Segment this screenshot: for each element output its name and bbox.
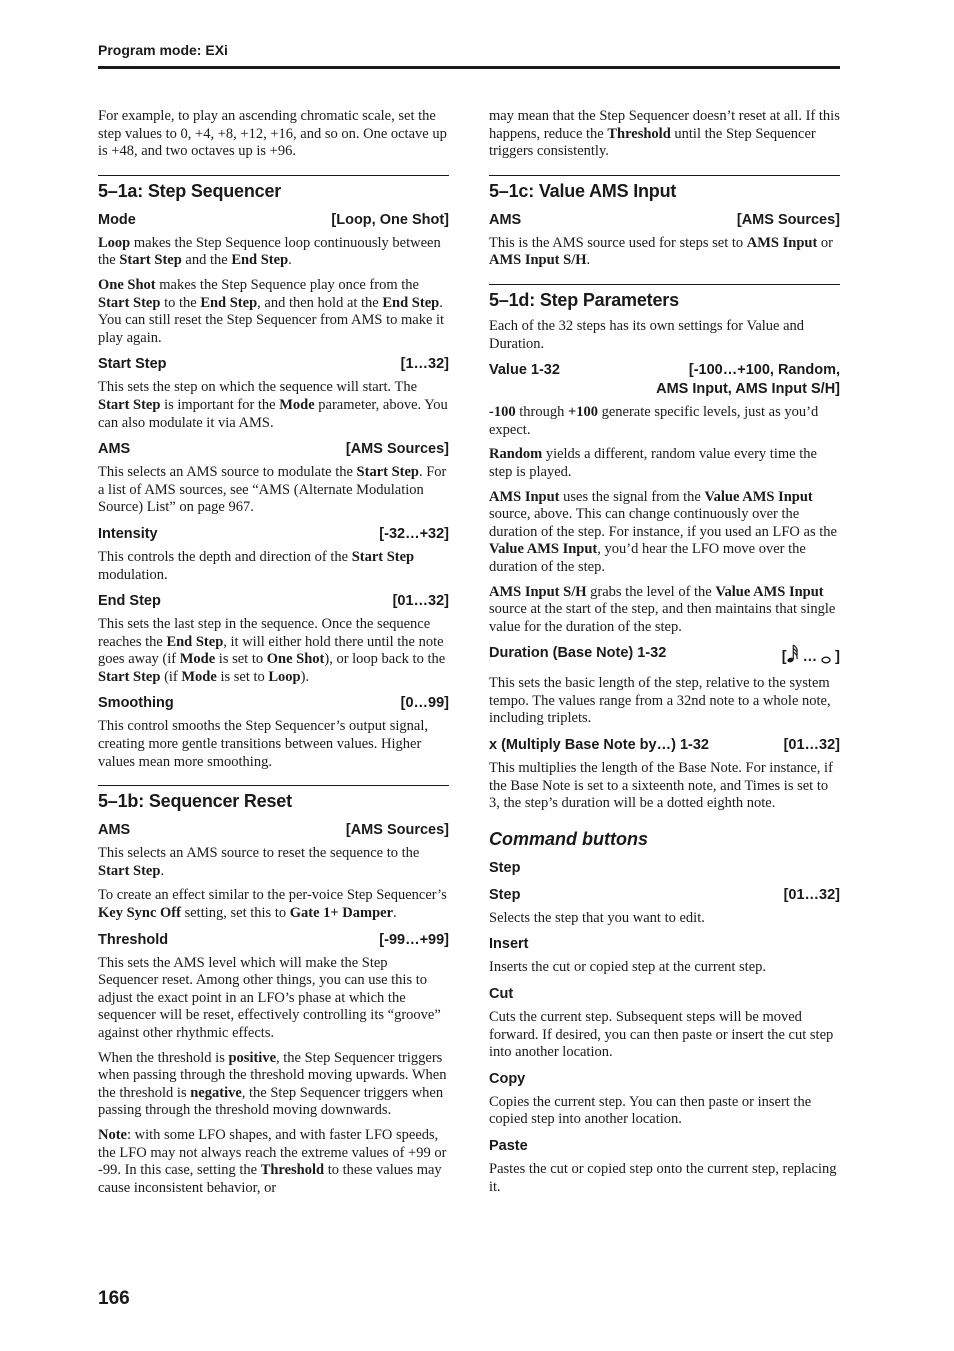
paragraph: Copies the current step. You can then paste or insert the copied step into another location. <box>489 1093 812 1128</box>
text-run: . For a list of AMS sources, see “AMS (Alternate Modulation Source) List” on page 967. <box>98 464 447 516</box>
param-value <box>489 361 840 399</box>
left-column <box>98 108 449 1204</box>
text-run: through <box>515 404 568 421</box>
paragraph: Pastes the cut or copied step onto the current step, replacing it. <box>489 1161 837 1195</box>
paragraph <box>98 549 449 584</box>
bold-term: Start Step <box>98 862 161 879</box>
text-run: grabs the level of the <box>586 583 716 600</box>
section-title-step-sequencer: 5–1a: Step Sequencer <box>98 175 449 203</box>
text-run: source, above. This can change continuously over the duration of the step. For instance, if you used an LFO as the <box>489 506 837 540</box>
bold-term: Value AMS Input <box>489 541 598 558</box>
param-name: Smoothing <box>98 695 174 712</box>
param-ams <box>98 440 449 459</box>
paragraph: Inserts the cut or copied step at the current step. <box>489 959 767 976</box>
paragraph: This sets the AMS level which will make the Step Sequencer reset. Among other things, you can use this to adjust the exact point in an LFO’s phase at which the sequencer will be reset, effectively controlling its “groove” against other rhythmic effects. <box>98 954 441 1041</box>
param-range: [AMS Sources] <box>736 211 840 228</box>
bold-term: Note <box>98 1126 127 1143</box>
paragraph <box>98 235 449 270</box>
bold-term: End Step <box>231 252 289 269</box>
paragraph <box>98 616 449 686</box>
bold-term: AMS Input <box>489 488 560 505</box>
bold-term: Value AMS Input <box>704 488 813 505</box>
text-run: This controls the depth and direction of the <box>98 548 352 565</box>
text-run: , the Step Sequencer triggers when passing through the threshold moving upwards. When the threshold is <box>98 1049 447 1101</box>
bold-term: AMS Input S/H <box>489 583 587 600</box>
text-run: is important for the <box>160 396 280 413</box>
text-run: , you’d hear the LFO move over the duration of the step. <box>489 541 806 575</box>
bold-term: Start Step <box>98 668 161 685</box>
text-run: and the <box>181 252 232 269</box>
paragraph: Each of the 32 steps has its own settings for Value and Duration. <box>489 317 805 352</box>
param-smoothing <box>98 694 449 713</box>
bold-term: Mode <box>181 668 217 685</box>
bold-term: Start Step <box>356 464 419 481</box>
param-mode <box>98 211 449 230</box>
text-run: . You can still reset the Step Sequencer from AMS to make it play again. <box>98 294 445 346</box>
section-title-value-ams-input: 5–1c: Value AMS Input <box>489 175 840 203</box>
text-run: This sets the last step in the sequence. Once the sequence reaches the <box>98 616 431 650</box>
range-line: AMS Input, AMS Input S/H] <box>656 381 840 398</box>
param-duration <box>489 644 840 670</box>
right-column <box>489 108 840 1203</box>
text-run: This selects an AMS source to reset the sequence to the <box>98 845 420 862</box>
bold-term: negative <box>190 1084 242 1101</box>
paragraph <box>98 277 449 347</box>
text-run: . <box>393 905 397 922</box>
paragraph <box>489 584 840 637</box>
bold-term: AMS Input <box>746 234 818 251</box>
paragraph <box>98 379 449 432</box>
text-run: to these values may cause inconsistent behavior, or <box>98 1162 442 1196</box>
bold-term: Mode <box>279 396 315 413</box>
param-range <box>656 361 840 399</box>
param-range: [01…32] <box>783 886 840 903</box>
paragraph <box>98 1050 449 1120</box>
intro-paragraph: For example, to play an ascending chromatic scale, set the step values to 0, +4, +8, +12, +16, and so on. One octave up is +48, and two octaves up is +96. <box>98 108 447 160</box>
text-run: may mean that the Step Sequencer doesn’t reset at all. If this happens, reduce the <box>489 108 840 142</box>
paragraph <box>98 464 449 517</box>
text-run: source at the start of the step, and then maintains that single value for the duration of the step. <box>489 601 836 635</box>
param-range: [01…32] <box>783 737 840 754</box>
bold-term: Loop <box>98 234 131 251</box>
insert-subhead: Insert <box>489 936 529 953</box>
bold-term: Loop <box>268 668 301 685</box>
text-run: yields a different, random value every time the step is played. <box>489 446 817 480</box>
param-name: AMS <box>489 211 522 228</box>
cut-subhead: Cut <box>489 986 514 1003</box>
text-run: setting, set this to <box>180 905 290 922</box>
paragraph: Selects the step that you want to edit. <box>489 909 705 926</box>
param-step <box>489 886 840 905</box>
param-ams <box>489 211 840 230</box>
param-name: Value 1-32 <box>489 362 560 379</box>
text-run: This selects an AMS source to modulate the <box>98 464 357 481</box>
bold-term: Threshold <box>607 125 671 142</box>
range-bracket: ] <box>835 649 840 666</box>
bold-term: Start Step <box>98 396 161 413</box>
paragraph: This multiplies the length of the Base Note. For instance, if the Base Note is set to a sixteenth note, and Times is set to 3, the step’s duration will be a dotted eighth note. <box>489 760 833 812</box>
whole-note-icon <box>821 651 831 670</box>
section-title-step-parameters: 5–1d: Step Parameters <box>489 284 840 312</box>
text-run: is set to <box>216 668 269 685</box>
text-run: is set to <box>215 651 267 668</box>
text-run: to the <box>160 294 201 311</box>
text-run: ), or loop back to the <box>324 651 446 668</box>
param-name: Duration (Base Note) 1-32 <box>489 645 667 662</box>
bold-term: End Step <box>200 294 258 311</box>
param-range <box>782 644 840 670</box>
text-run: or <box>817 234 833 251</box>
text-run: makes the Step Sequence play once from the <box>155 276 419 293</box>
param-range: [-32…+32] <box>379 525 449 542</box>
bold-term: Key Sync Off <box>98 905 181 922</box>
bold-term: Mode <box>179 651 216 668</box>
text-run: ). <box>300 668 310 685</box>
command-buttons-title: Command buttons <box>489 828 648 849</box>
param-name: Threshold <box>98 931 169 948</box>
text-run: makes the Step Sequence loop continuously between the <box>98 234 441 269</box>
param-range: [0…99] <box>400 695 449 712</box>
bold-term: -100 <box>489 404 516 421</box>
range-ellipsis: … <box>802 649 818 666</box>
param-range: [1…32] <box>400 356 449 373</box>
copy-subhead: Copy <box>489 1070 526 1087</box>
paragraph <box>489 235 840 270</box>
paragraph: This sets the basic length of the step, relative to the system tempo. The values range from a 32nd note to a whole note, including triplets. <box>489 675 831 727</box>
bold-term: Value AMS Input <box>715 583 824 600</box>
page-number: 166 <box>98 1288 130 1309</box>
param-intensity <box>98 525 449 544</box>
thirty-second-note-icon <box>787 644 799 670</box>
paragraph: Cuts the current step. Subsequent steps will be moved forward. If desired, you can then paste or insert the cut step into another location. <box>489 1009 834 1061</box>
range-bracket: [ <box>781 649 787 666</box>
text-run: parameter, above. You can also modulate it via AMS. <box>98 396 448 431</box>
param-name: Intensity <box>98 525 158 542</box>
text-run: , it will either hold there until the note goes away (if <box>98 633 444 668</box>
text-run: : with some LFO shapes, and with faster LFO speeds, the LFO may not always reach the extreme values of +99 or -99. In this case, setting the <box>98 1126 447 1179</box>
param-start-step <box>98 355 449 374</box>
param-name: Step <box>489 886 521 903</box>
text-run: . <box>160 862 165 879</box>
paragraph <box>489 404 840 439</box>
bold-term: One Shot <box>266 651 325 668</box>
bold-term: End Step <box>166 633 224 650</box>
bold-term: +100 <box>567 404 598 421</box>
text-run: . <box>288 252 292 269</box>
bold-term: Start Step <box>119 252 182 269</box>
param-multiply <box>489 736 840 755</box>
param-name: x (Multiply Base Note by…) 1-32 <box>489 737 709 754</box>
bold-term: Start Step <box>351 548 415 565</box>
text-run: modulation. <box>98 566 168 583</box>
paragraph: This control smooths the Step Sequencer’s output signal, creating more gentle transitions between values. Higher values mean more smoothing. <box>98 718 428 770</box>
section-title-sequencer-reset: 5–1b: Sequencer Reset <box>98 785 449 813</box>
param-range: [Loop, One Shot] <box>331 211 449 228</box>
text-run: This is the AMS source used for steps set to <box>489 234 747 251</box>
text-run: until the Step Sequencer triggers consistently. <box>489 125 816 160</box>
text-run: To create an effect similar to the per-voice Step Sequencer’s <box>98 887 447 904</box>
paste-subhead: Paste <box>489 1138 528 1154</box>
bold-term: Random <box>489 446 543 463</box>
paragraph <box>489 446 840 481</box>
paragraph <box>489 489 840 577</box>
continued-paragraph <box>489 108 840 161</box>
text-run: , and then hold at the <box>257 294 383 311</box>
text-run: , the Step Sequencer triggers when passing through the threshold moving downwards. <box>98 1084 444 1119</box>
range-line: [-100…+100, Random, <box>688 362 840 379</box>
param-range: [AMS Sources] <box>345 822 449 839</box>
text-run: . <box>586 252 591 269</box>
bold-term: positive <box>228 1049 277 1066</box>
text-run: (if <box>160 668 182 685</box>
param-end-step <box>98 592 449 611</box>
step-subhead: Step <box>489 859 521 876</box>
param-range: [AMS Sources] <box>345 441 449 458</box>
text-run: generate specific levels, just as you’d expect. <box>489 404 819 438</box>
bold-term: Start Step <box>98 294 161 311</box>
param-ams <box>98 821 449 840</box>
param-name: AMS <box>98 822 131 839</box>
param-name: Start Step <box>98 356 167 373</box>
text-run: When the threshold is <box>98 1049 229 1066</box>
bold-term: Gate 1+ Damper <box>289 905 394 922</box>
bold-term: AMS Input S/H <box>489 252 587 269</box>
param-name: AMS <box>98 441 131 458</box>
param-range: [01…32] <box>392 593 449 610</box>
paragraph <box>98 845 449 880</box>
paragraph <box>98 887 449 922</box>
paragraph <box>98 1127 449 1197</box>
bold-term: End Step <box>382 294 440 311</box>
text-run: This sets the step on which the sequence will start. The <box>98 379 418 396</box>
bold-term: One Shot <box>98 276 156 293</box>
header-rule <box>98 66 840 69</box>
param-range: [-99…+99] <box>379 931 449 948</box>
running-head: Program mode: EXi <box>98 42 228 58</box>
bold-term: Threshold <box>260 1162 325 1179</box>
param-name: End Step <box>98 593 161 610</box>
param-threshold <box>98 931 449 950</box>
text-run: uses the signal from the <box>559 488 705 505</box>
param-name: Mode <box>98 211 136 228</box>
